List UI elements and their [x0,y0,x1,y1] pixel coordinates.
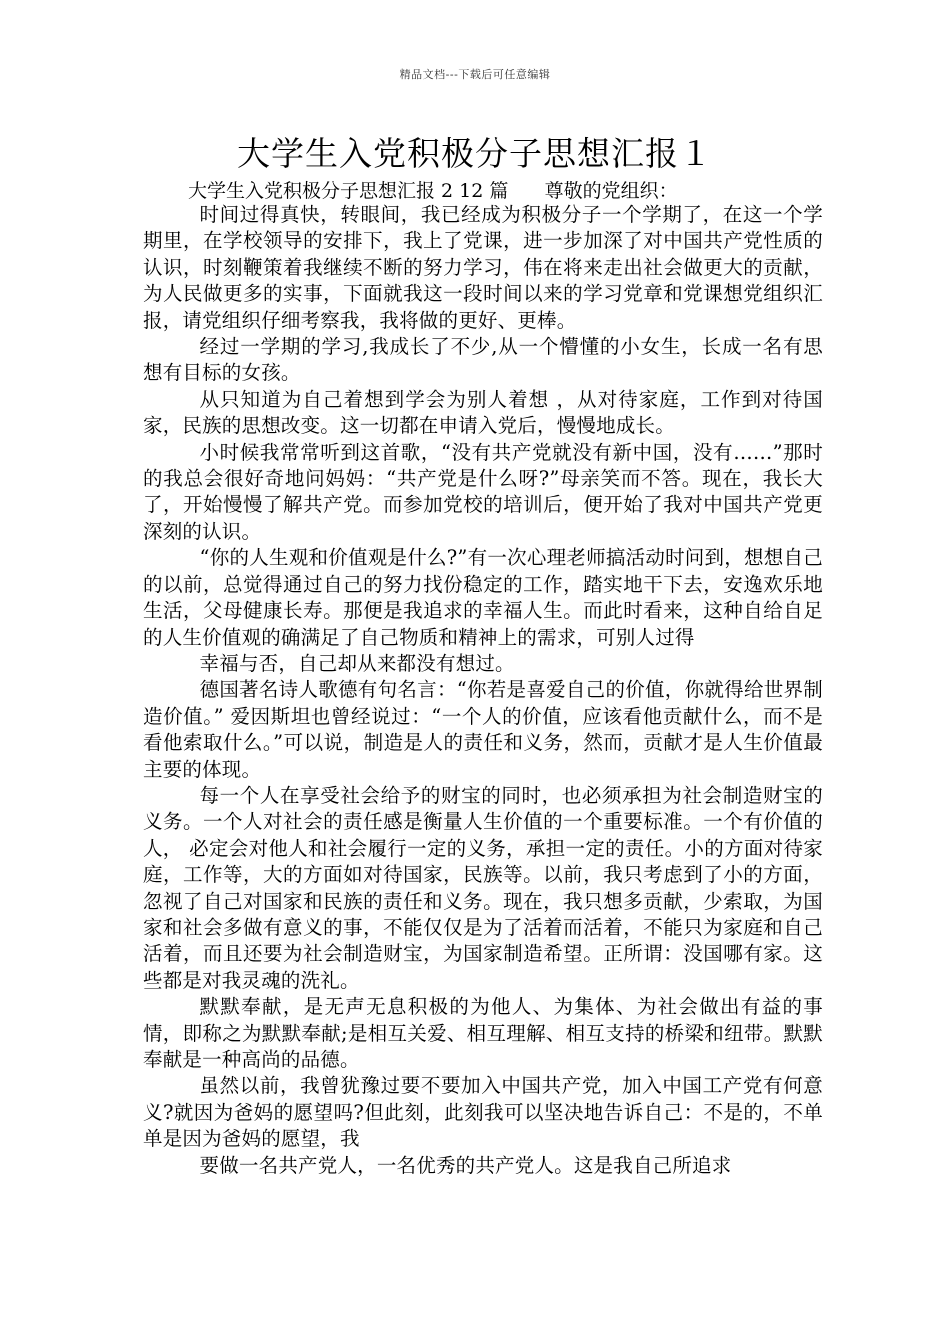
paragraph: 德国著名诗人歌德有句名言：“你若是喜爱自己的价值，你就得给世界制造价值。” 爱因斯坦也曾经说过：“一个人的价值，应该看他贡献什么，而不是看他索取什么。”可以说，制造是人的责任和义务，然而，贡献才是人生价值最主要的体现。 [143,678,823,781]
page-title: 大学生入党积极分子思想汇报１ [237,134,713,173]
document-body [143,202,823,1179]
paragraph: 虽然以前，我曾犹豫过要不要加入中国共产党，加入中国工产党有何意义?就因为爸妈的愿望吗?但此刻，此刻我可以坚决地告诉自己：不是的，不单单是因为爸妈的愿望，我 [143,1074,823,1151]
subtitle-line: 大学生入党积极分子思想汇报 2 12 篇 尊敬的党组织： [188,180,678,202]
paragraph: 经过一学期的学习,我成长了不少,从一个懵懂的小女生，长成一名有思想有目标的女孩。 [143,335,823,385]
paragraph: 时间过得真快，转眼间，我已经成为积极分子一个学期了，在这一个学期里，在学校领导的安排下，我上了党课，进一步加深了对中国共产党性质的认识，时刻鞭策着我继续不断的努力学习，伟在将来走出社会做更大的贡献，为人民做更多的实事，下面就我这一段时间以来的学习党章和党课想党组织汇报，请党组织仔细考察我，我将做的更好、更棒。 [143,203,823,332]
header-note: 精品文档---下载后可任意编辑 [399,68,551,81]
paragraph: 默默奉献，是无声无息积极的为他人、为集体、为社会做出有益的事情，即称之为默默奉献;是相互关爱、相互理解、相互支持的桥梁和纽带。默默奉献是一种高尚的品德。 [143,995,823,1071]
paragraph: 从只知道为自己着想到学会为别人着想 ，从对待家庭，工作到对待国家，民族的思想改变。这一切都在申请入党后，慢慢地成长。 [143,387,823,438]
paragraph: 小时候我常常听到这首歌，“没有共产党就没有新中国，没有……”那时的我总会很好奇地问妈妈：“共产党是什么呀?”母亲笑而不答。现在，我长大了，开始慢慢了解共产党。而参加党校的培训后，便开始了我对中国共产党更深刻的认识。 [143,440,823,543]
paragraph: “你的人生观和价值观是什么?”有一次心理老师搞活动时问到，想想自己的以前，总觉得通过自己的努力找份稳定的工作，踏实地干下去，安逸欢乐地生活，父母健康长寿。那便是我追求的幸福人生。而此时看来，这种自给自足的人生价值观的确满足了自己物质和精神上的需求，可别人过得 [143,546,823,649]
paragraph: 要做一名共产党人，一名优秀的共产党人。这是我自己所追求 [199,1153,732,1177]
paragraph: 每一个人在享受社会给予的财宝的同时，也必须承担为社会制造财宝的义务。一个人对社会的责任感是衡量人生价值的一个重要标准。一个有价值的人， 必定会对他人和社会履行一定的义务，承担一定的责任。小的方面对待家庭，工作等，大的方面如对待国家，民族等。以前，我只考虑到了小的方面，忽视了自己对国家和民族的责任和义务。现在，我只想多贡献，少索取，为国家和社会多做有意义的事，不能仅仅是为了活着而活着，不能只为家庭和自己活着，而且还要为社会制造财宝，为国家制造希望。正所谓：没国哪有家。这些都是对我灵魂的洗礼。 [143,783,823,992]
paragraph: 幸福与否，自己却从来都没有想过。 [199,651,515,675]
